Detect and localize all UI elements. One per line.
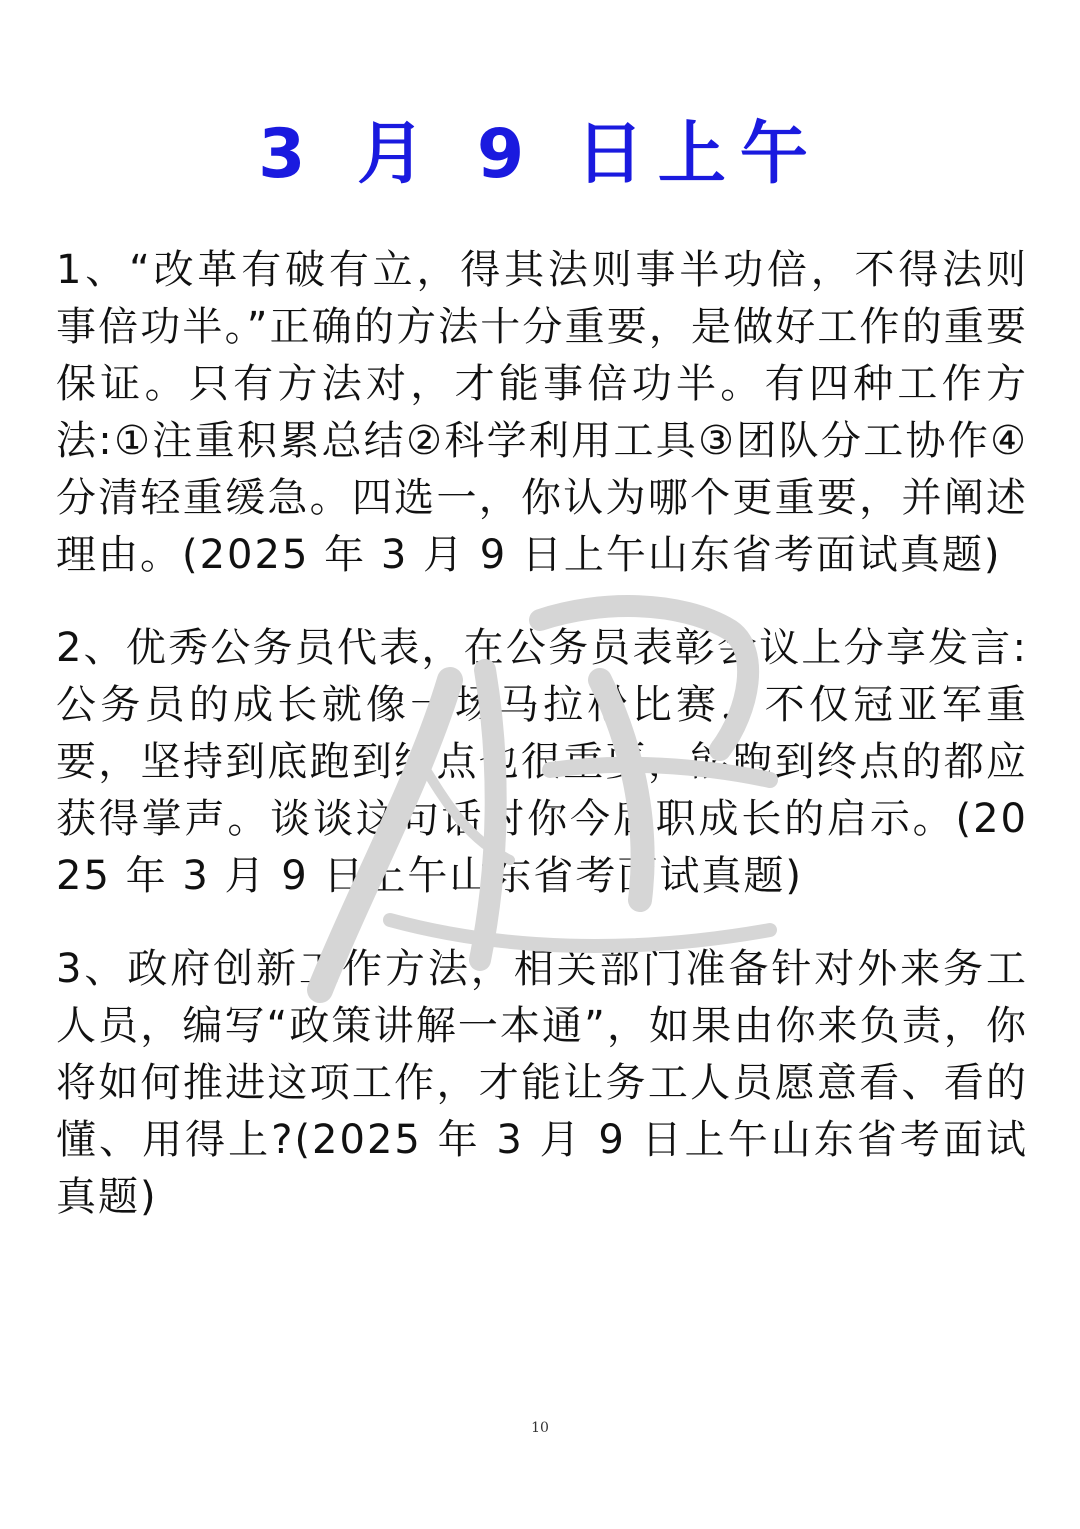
question-1: 1、“改革有破有立，得其法则事半功倍，不得法则事倍功半。”正确的方法十分重要，是做好工作的重要保证。只有方法对，才能事倍功半。有四种工作方法:①注重积累总结②科学利用工具③团队分工协作④分清轻重缓急。四选一，你认为哪个更重要，并阐述理由。(2025 年 3 月 9 日上午山东省考面试真题)	[56, 247, 1028, 578]
question-2: 2、优秀公务员代表，在公务员表彰会议上分享发言:公务员的成长就像一场马拉松比赛，不仅冠亚军重要，坚持到底跑到终点也很重要，能跑到终点的都应获得掌声。谈谈这句话对你今后职成长的启示。(2025 年 3 月 9 日上午山东省考面试真题)	[56, 625, 1028, 899]
page-title: 3 月 9 日上午	[258, 115, 822, 194]
page-number: 10	[531, 1420, 549, 1436]
question-3: 3、政府创新工作方法，相关部门准备针对外来务工人员，编写“政策讲解一本通”，如果由你来负责，你将如何推进这项工作，才能让务工人员愿意看、看的懂、用得上?(2025 年 3 月 9 日上午山东省考面试真题)	[56, 946, 1028, 1220]
question-list	[56, 242, 1028, 1262]
